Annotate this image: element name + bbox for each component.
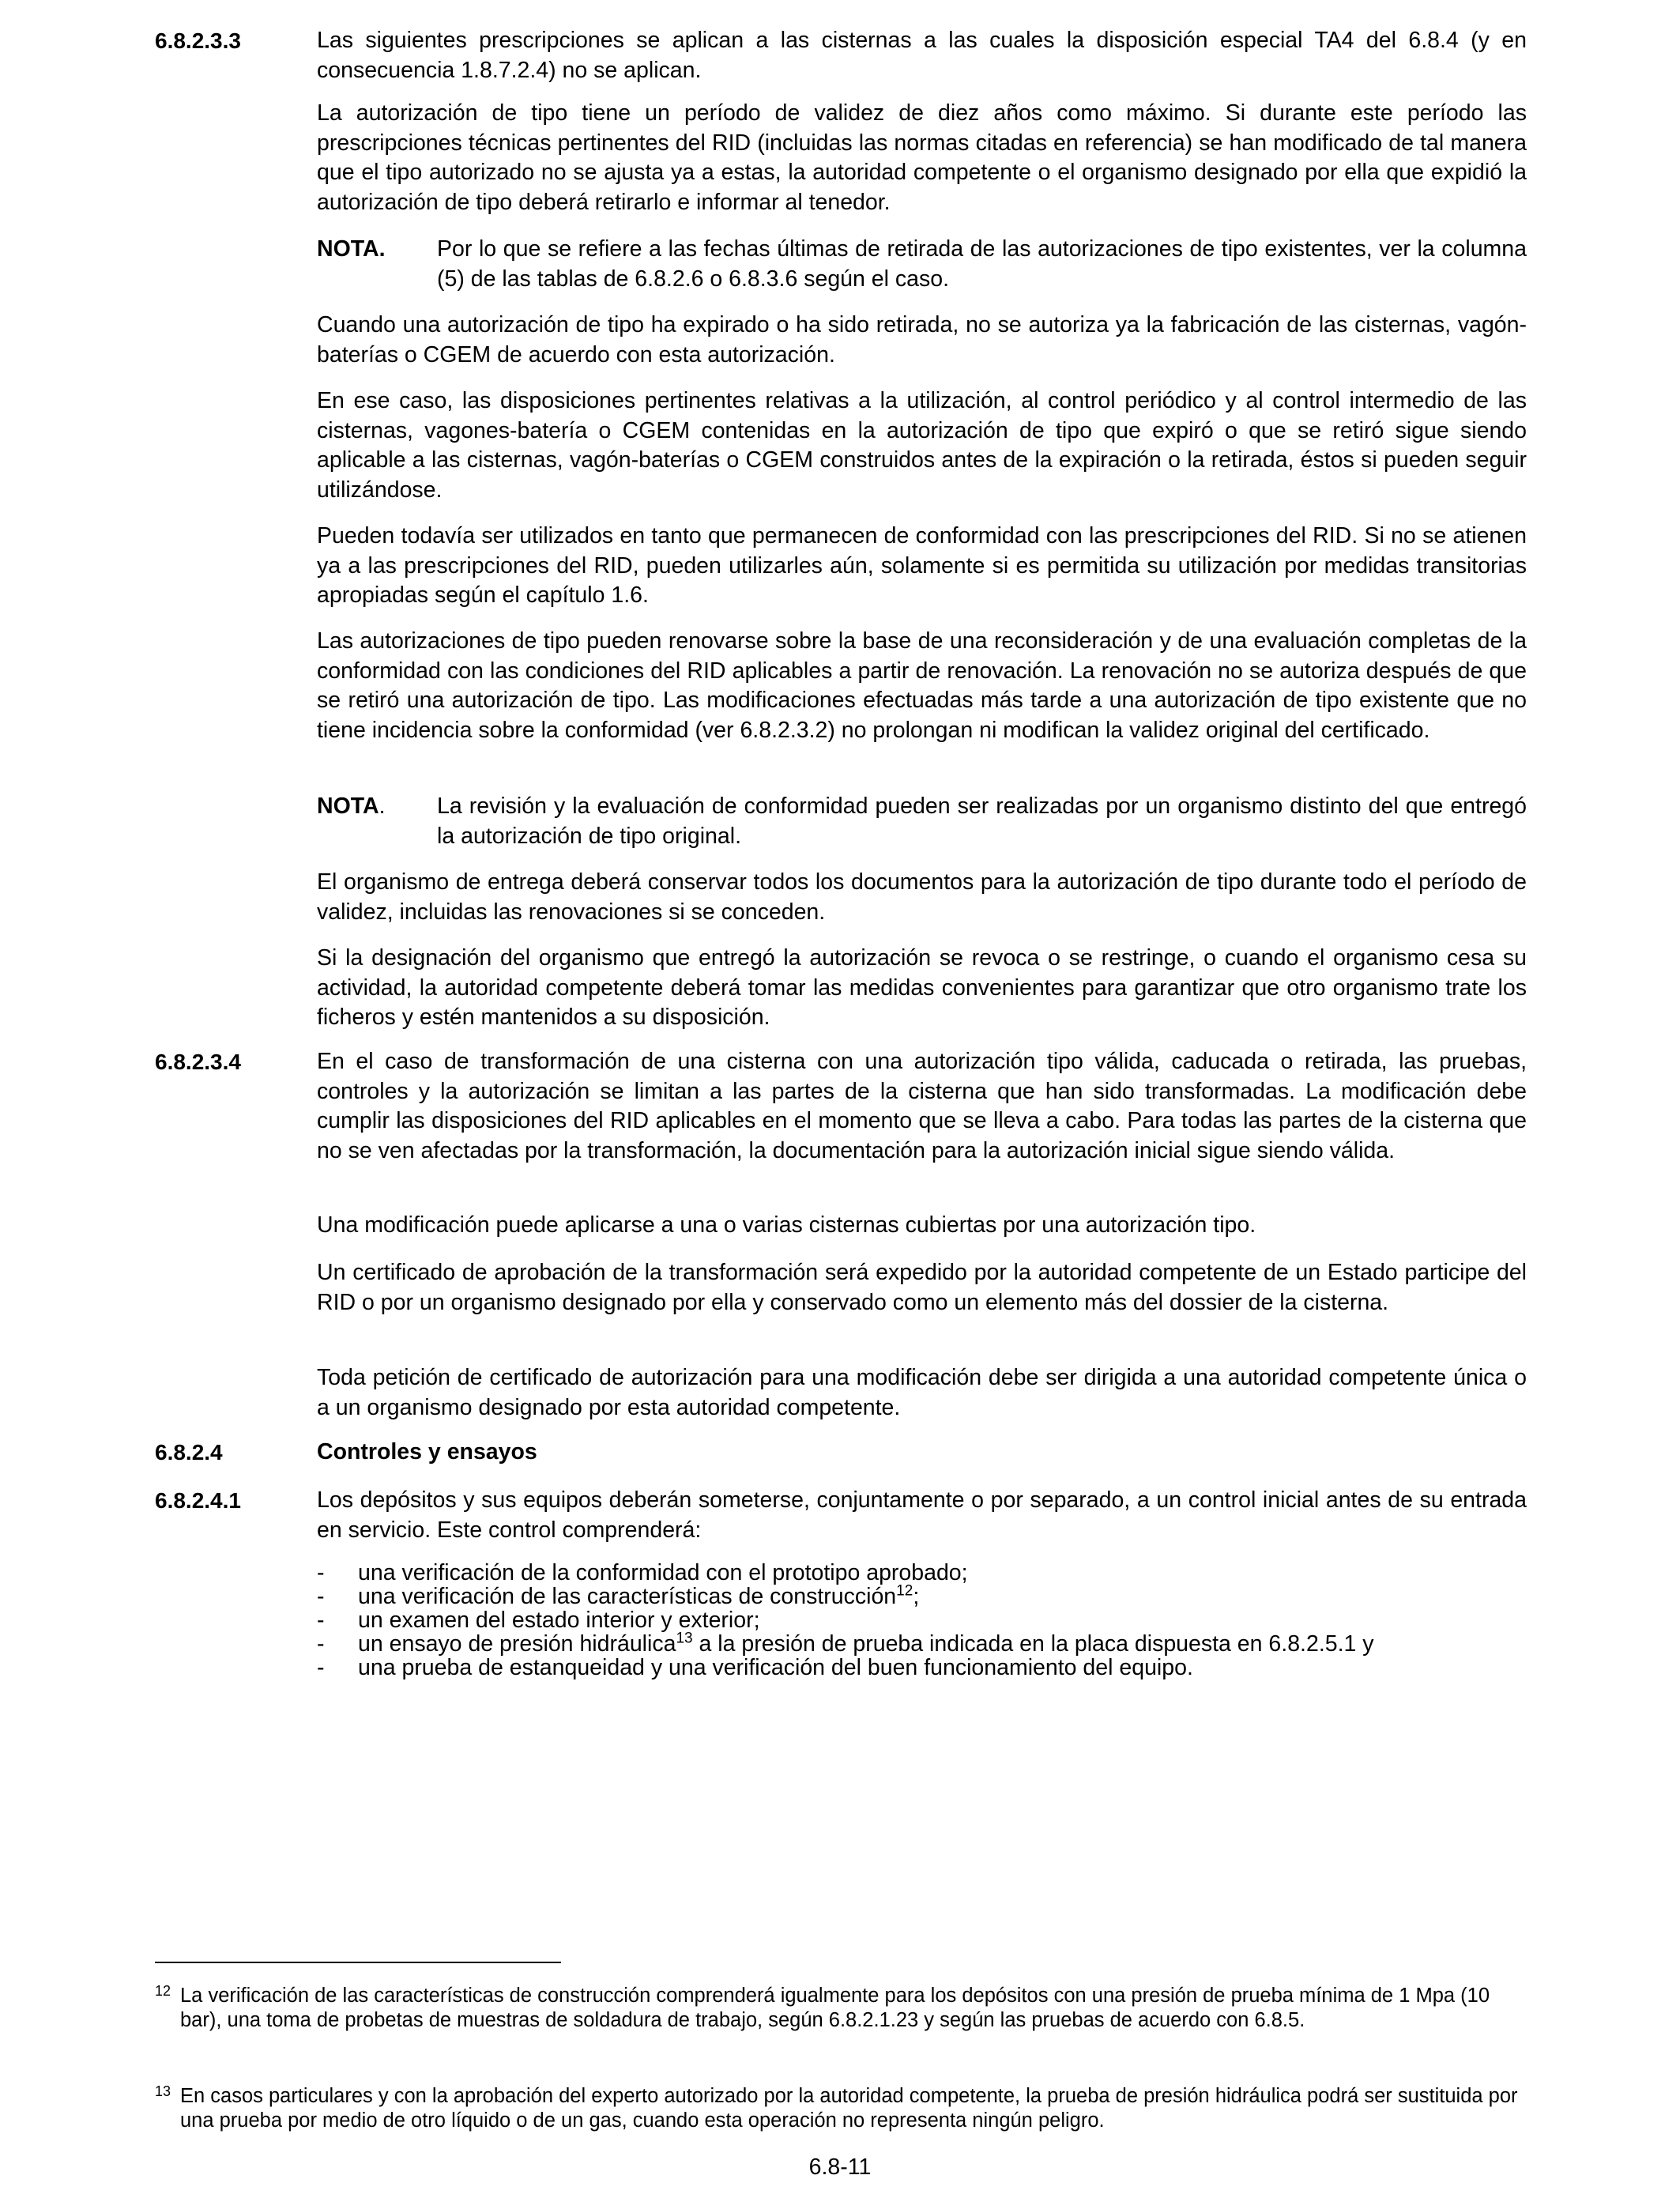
footnote-text: La verificación de las características de construcción comprenderá igualmente para los depósitos con una presión de prueba mínima de 1 Mpa (10 bar), una toma de probetas de muestras de soldadura de trabajo, según 6.8.2.1.23 y según las pruebas de acuerdo con 6.8.5. (180, 1985, 1490, 2031)
paragraph: El organismo de entrega deberá conservar todos los documentos para la autorización de tipo durante todo el período de validez, incluidas las renovaciones si se conceden. (317, 869, 1527, 925)
paragraph: Toda petición de certificado de autorización para una modificación debe ser dirigida a una autoridad competente única o a un organismo designado por esta autoridad competente. (317, 1365, 1527, 1420)
footnote-mark: 13 (155, 2083, 171, 2099)
section-heading: Controles y ensayos (317, 1439, 537, 1465)
page-number: 6.8-11 (808, 2154, 872, 2180)
section-number: 6.8.2.4.1 (155, 1488, 241, 1513)
note-label: NOTA. (317, 794, 386, 819)
list-item: - una verificación de las características de construcción$^{12}$; (317, 1582, 920, 1609)
paragraph: En ese caso, las disposiciones pertinentes relativas a la utilización, al control periódico y al control intermedio de las cisternas, vagones-batería o CGEM contenidas en la autorización de tipo que expiró o que se retiró sigue siendo aplicable a las cisternas, vagón-baterías o CGEM construidos antes de la expiración o la retirada, éstos si pueden seguir utilizándose. (317, 388, 1527, 503)
footnote-text: En casos particulares y con la aprobación del experto autorizado por la autoridad competente, la prueba de presión hidráulica podrá ser sustituida por una prueba por medio de otro líquido o de un gas, cuando esta operación no representa ningún peligro. (180, 2085, 1518, 2132)
list-item: - una verificación de la conformidad con el prototipo aprobado; (317, 1560, 968, 1585)
section-6-8-2-4 (155, 1438, 1527, 1467)
note-text: Por lo que se refiere a las fechas últimas de retirada de las autorizaciones de tipo existentes, ver la columna (5) de las tablas de 6.8.2.6 o 6.8.3.6 según el caso. (437, 236, 1527, 292)
control-list (317, 1561, 1527, 1679)
footnote-separator (155, 1962, 561, 1963)
list-item: - un examen del estado interior y exterior; (317, 1608, 760, 1633)
footnote (155, 1984, 1527, 2033)
list-item: - una prueba de estanqueidad y una verificación del buen funcionamiento del equipo. (317, 1655, 1193, 1680)
note-label: NOTA. (317, 236, 386, 262)
note-text: La revisión y la evaluación de conformidad pueden ser realizadas por un organismo distinto del que entregó la autorización de tipo original. (437, 794, 1527, 849)
paragraph: Un certificado de aprobación de la transformación será expedido por la autoridad competente de un Estado participe del RID o por un organismo designado por ella y conservado como un elemento más del dossier de la cisterna. (317, 1260, 1527, 1315)
footnote-ref: 13 (676, 1630, 693, 1647)
note (317, 235, 1527, 294)
note (317, 792, 1527, 851)
footnote-ref: 12 (896, 1582, 913, 1600)
footnote (155, 2084, 1527, 2133)
section-6-8-2-3-3 (155, 26, 1527, 85)
paragraph: La autorización de tipo tiene un período de validez de diez años como máximo. Si durante este período las prescripciones técnicas pertinentes del RID (incluidas las normas citadas en referencia) se han modificado de tal manera que el tipo autorizado no se ajusta ya a estas, la autoridad competente o el organismo designado por ella que expidió la autorización de tipo deberá retirarlo e informar al tenedor. (317, 100, 1527, 215)
section-6-8-2-4-1 (155, 1486, 1527, 1545)
footnote-mark: 12 (155, 1983, 171, 1999)
paragraph: Las autorizaciones de tipo pueden renovarse sobre la base de una reconsideración y de una evaluación completas de la conformidad con las condiciones del RID aplicables a partir de renovación. La renovación no se autoriza después de que se retiró una autorización de tipo. Las modificaciones efectuadas más tarde a una autorización de tipo existente que no tiene incidencia sobre la conformidad (ver 6.8.2.3.2) no prolongan ni modifican la validez original del certificado. (317, 628, 1527, 743)
section-6-8-2-3-4 (155, 1047, 1527, 1166)
paragraph: Una modificación puede aplicarse a una o varias cisternas cubiertas por una autorización tipo. (317, 1212, 1256, 1238)
section-number: 6.8.2.3.3 (155, 28, 241, 53)
paragraph: En el caso de transformación de una cisterna con una autorización tipo válida, caducada o retirada, las pruebas, controles y la autorización se limitan a las partes de la cisterna que han sido transformadas. La modificación debe cumplir las disposiciones del RID aplicables en el momento que se lleva a cabo. Para todas las partes de la cisterna que no se ven afectadas por la transformación, la documentación para la autorización inicial sigue siendo válida. (317, 1049, 1527, 1163)
paragraph: Pueden todavía ser utilizados en tanto que permanecen de conformidad con las prescripciones del RID. Si no se atienen ya a las prescripciones del RID, pueden utilizarles aún, solamente si es permitida su utilización por medidas transitorias apropiadas según el capítulo 1.6. (317, 523, 1527, 608)
section-intro: Las siguientes prescripciones se aplican a las cisternas a las cuales la disposición especial TA4 del 6.8.4 (y en consecuencia 1.8.7.2.4) no se aplican. (317, 28, 1527, 83)
section-number: 6.8.2.3.4 (155, 1050, 241, 1074)
paragraph: Cuando una autorización de tipo ha expirado o ha sido retirada, no se autoriza ya la fabricación de las cisternas, vagón-baterías o CGEM de acuerdo con esta autorización. (317, 312, 1527, 368)
section-intro: Los depósitos y sus equipos deberán someterse, conjuntamente o por separado, a un control inicial antes de su entrada en servicio. Este control comprenderá: (317, 1487, 1527, 1543)
list-item: - un ensayo de presión hidráulica$^{13}$ a la presión de prueba indicada en la placa dispuesta en 6.8.2.5.1 y (317, 1630, 1374, 1657)
section-number: 6.8.2.4 (155, 1440, 223, 1465)
paragraph: Si la designación del organismo que entregó la autorización se revoca o se restringe, o cuando el organismo cesa su actividad, la autoridad competente deberá tomar las medidas convenientes para garantizar que otro organismo trate los ficheros y estén mantenidos a su disposición. (317, 945, 1527, 1030)
